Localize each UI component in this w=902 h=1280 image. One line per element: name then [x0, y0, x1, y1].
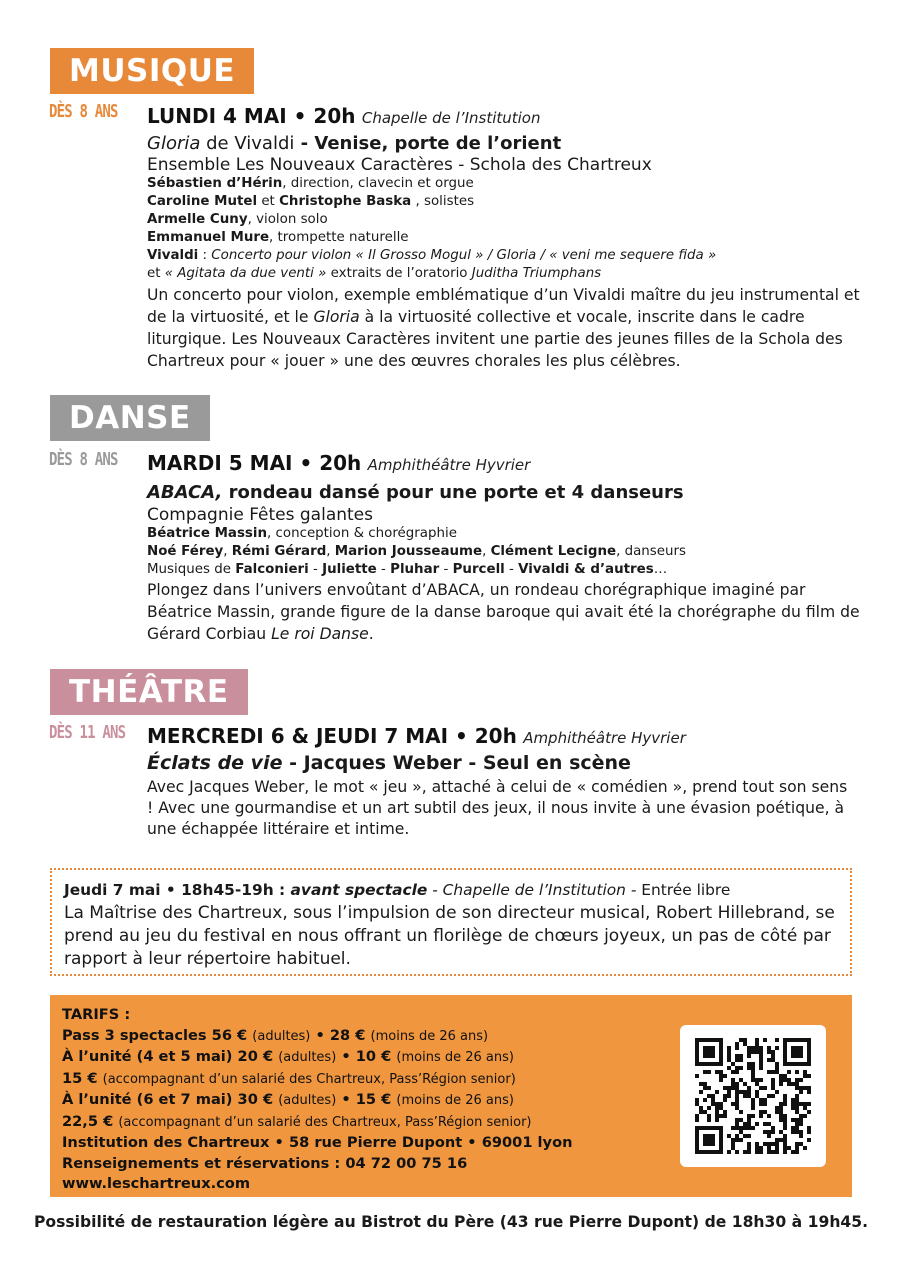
sep: -: [439, 562, 453, 577]
sep: ,: [482, 544, 491, 559]
credit-name: Emmanuel Mure: [147, 230, 270, 245]
tarif-price: • 15 €: [336, 1091, 397, 1108]
desc-part: à la virtuosité collective et vocale, inscrite dans le cadre liturgique. Les Nouveaux Caractères invitent une partie des jeunes filles de la Schola des Chartreux pour « jouer » une des œuvres chorales les plus célèbres.: [147, 308, 843, 370]
event-header: [147, 724, 867, 750]
desc-italic: Gloria: [313, 308, 360, 326]
tarif-note: (moins de 26 ans): [396, 1093, 514, 1108]
credit-role: , direction, clavecin et orgue: [282, 176, 474, 191]
music-suffix: …: [653, 562, 668, 577]
event-title: [147, 752, 867, 774]
tarif-note: (accompagnant d’un salarié des Chartreux, Pass’Région senior): [102, 1071, 516, 1087]
desc-part: .: [368, 625, 374, 643]
event-venue: Chapelle de l’Institution: [361, 109, 541, 127]
credit-name: Béatrice Massin: [147, 526, 268, 541]
composer-name: Vivaldi & d’autres: [518, 562, 654, 577]
tarif-price: 22,5 €: [62, 1112, 119, 1130]
desc-italic: Le roi Danse: [271, 625, 369, 643]
desc-part: Un concerto pour violon, exemple emblématique d’un Vivaldi maître du jeu instrumental et de la virtuosité, et le: [147, 286, 860, 326]
event-header: [147, 451, 867, 477]
ensemble: Ensemble Les Nouveaux Caractères - Schola des Chartreux: [147, 155, 652, 175]
tarif-note: (moins de 26 ans): [370, 1028, 489, 1044]
program-oratorio: Juditha Triumphans: [471, 266, 602, 281]
tarif-price: 15 €: [62, 1069, 103, 1087]
footer-note: Possibilité de restauration légère au Bistrot du Père (43 rue Pierre Dupont) de 18h30 à 19h45.: [33, 1213, 869, 1231]
program-composer: Vivaldi: [147, 248, 199, 263]
dancer-name: Rémi Gérard: [231, 544, 327, 559]
age-danse: DÈS 8 ANS: [49, 450, 118, 470]
tarif-price: À l’unité (4 et 5 mai) 20 €: [62, 1048, 279, 1065]
tarif-price: • 10 €: [336, 1048, 397, 1065]
dancers-line: [147, 543, 867, 561]
work-subtitle: rondeau dansé pour une porte et 4 danseurs: [222, 482, 684, 503]
event-title: [147, 133, 867, 155]
program-line: [147, 247, 867, 265]
sep: -: [308, 562, 323, 577]
music-prefix: Musiques de: [147, 562, 236, 577]
tarif-note: (adultes): [252, 1028, 311, 1044]
program-sep: :: [198, 248, 212, 263]
tarif-price: • 28 €: [310, 1026, 371, 1044]
pre-show-label: avant spectacle: [290, 881, 428, 899]
tarif-note: (adultes): [278, 1050, 337, 1065]
qr-code[interactable]: [680, 1025, 826, 1167]
sep: -: [376, 562, 391, 577]
pre-show-place: - Chapelle de l’Institution -: [427, 881, 642, 899]
program-work: « Agitata da due venti »: [164, 266, 327, 281]
work-composer: de Vivaldi: [200, 133, 295, 154]
phone-info: Renseignements et réservations : 04 72 00 75 16: [62, 1154, 468, 1172]
dancer-name: Marion Jousseaume: [334, 544, 483, 559]
composer-name: Falconieri: [235, 562, 309, 577]
credit-name: Caroline Mutel: [147, 194, 258, 209]
program-works: Concerto pour violon « Il Grosso Mogul » / Gloria / « veni me sequere fida »: [211, 248, 717, 263]
event-description: [147, 284, 867, 372]
event-musique: [147, 104, 867, 372]
qr-code-icon: [695, 1038, 811, 1154]
desc-part: Plongez dans l’univers envoûtant d’ABACA, un rondeau chorégraphique imaginé par Béatrice Massin, grande figure de la danse baroque qui avait été la chorégraphe du film de Gérard Corbiau: [147, 581, 860, 643]
pre-show-date: Jeudi 7 mai • 18h45-19h :: [64, 881, 291, 899]
event-venue: Amphithéâtre Hyvrier: [523, 729, 686, 747]
music-line: [147, 561, 867, 579]
tarif-price: Pass 3 spectacles 56 €: [62, 1026, 253, 1044]
credit-line: [147, 193, 867, 211]
event-description: Avec Jacques Weber, le mot « jeu », attaché à celui de « comédien », prend tout son sens ! Avec une gourmandise et un art subtil des jeux, il nous invite à une évasion poétique, à une échappée littéraire et intime.: [147, 778, 848, 838]
tarif-note: (moins de 26 ans): [396, 1050, 514, 1065]
event-title: [147, 482, 867, 504]
pre-show-body: La Maîtrise des Chartreux, sous l’impulsion de son directeur musical, Robert Hillebrand, se prend au jeu du festival en nous offrant un florilège de chœurs joyeux, un pas de côté par rapport à leur répertoire habituel.: [64, 903, 835, 969]
age-musique: DÈS 8 ANS: [49, 102, 118, 122]
event-venue: Amphithéâtre Hyvrier: [367, 456, 531, 474]
category-danse-label: DANSE: [50, 395, 210, 441]
dancer-name: Clément Lecigne: [490, 544, 617, 559]
sep: ,: [223, 544, 232, 559]
tarif-note: (adultes): [278, 1093, 337, 1108]
credit-line: [147, 525, 867, 543]
event-date: MARDI 5 MAI • 20h: [147, 451, 362, 475]
composer-name: Pluhar: [390, 562, 440, 577]
program-mid: extraits de l’oratorio: [326, 266, 472, 281]
credit-role: , violon solo: [247, 212, 328, 227]
composer-name: Purcell: [452, 562, 505, 577]
dancer-name: Noé Férey: [147, 544, 224, 559]
pre-show-box: [50, 868, 852, 976]
pre-show-entry: Entrée libre: [641, 881, 731, 899]
program-line: [147, 265, 867, 283]
pre-show-header: [64, 880, 838, 901]
event-theatre: [147, 724, 867, 840]
company: Compagnie Fêtes galantes: [147, 505, 373, 525]
credit-line: [147, 229, 867, 247]
work-subtitle: - Venise, porte de l’orient: [294, 133, 562, 154]
program-et: et: [147, 266, 165, 281]
work-title: ABACA,: [147, 482, 223, 503]
credit-name: Christophe Baska: [279, 194, 412, 209]
event-description: [147, 579, 867, 645]
credit-name: Sébastien d’Hérin: [147, 176, 283, 191]
event-date: LUNDI 4 MAI • 20h: [147, 104, 356, 128]
credit-role: , trompette naturelle: [269, 230, 409, 245]
work-title: Gloria: [147, 133, 201, 154]
credit-role: , conception & chorégraphie: [267, 526, 457, 541]
category-musique-label: MUSIQUE: [50, 48, 254, 94]
event-header: [147, 104, 867, 130]
credit-role: et: [257, 194, 280, 209]
tarifs-title: TARIFS :: [62, 1006, 131, 1023]
credit-line: [147, 175, 867, 193]
tarifs-panel: [50, 995, 852, 1197]
sep: ,: [326, 544, 335, 559]
composer-name: Juliette: [322, 562, 377, 577]
age-theatre: DÈS 11 ANS: [49, 723, 126, 743]
work-title: Éclats de vie: [147, 752, 283, 774]
credit-role: , solistes: [411, 194, 475, 209]
tarif-note: (accompagnant d’un salarié des Chartreux, Pass’Région senior): [118, 1114, 532, 1130]
work-subtitle: - Jacques Weber - Seul en scène: [282, 752, 631, 774]
address: Institution des Chartreux • 58 rue Pierre Dupont • 69001 lyon: [62, 1134, 573, 1151]
tarif-price: À l’unité (6 et 7 mai) 30 €: [62, 1091, 279, 1108]
event-danse: [147, 451, 867, 645]
credit-line: [147, 211, 867, 229]
event-date: MERCREDI 6 & JEUDI 7 MAI • 20h: [147, 724, 517, 748]
sep: -: [504, 562, 519, 577]
website-link[interactable]: www.leschartreux.com: [62, 1175, 251, 1192]
credit-name: Armelle Cuny: [147, 212, 248, 227]
category-theatre-label: THÉÂTRE: [50, 669, 248, 715]
credit-role: , danseurs: [616, 544, 686, 559]
